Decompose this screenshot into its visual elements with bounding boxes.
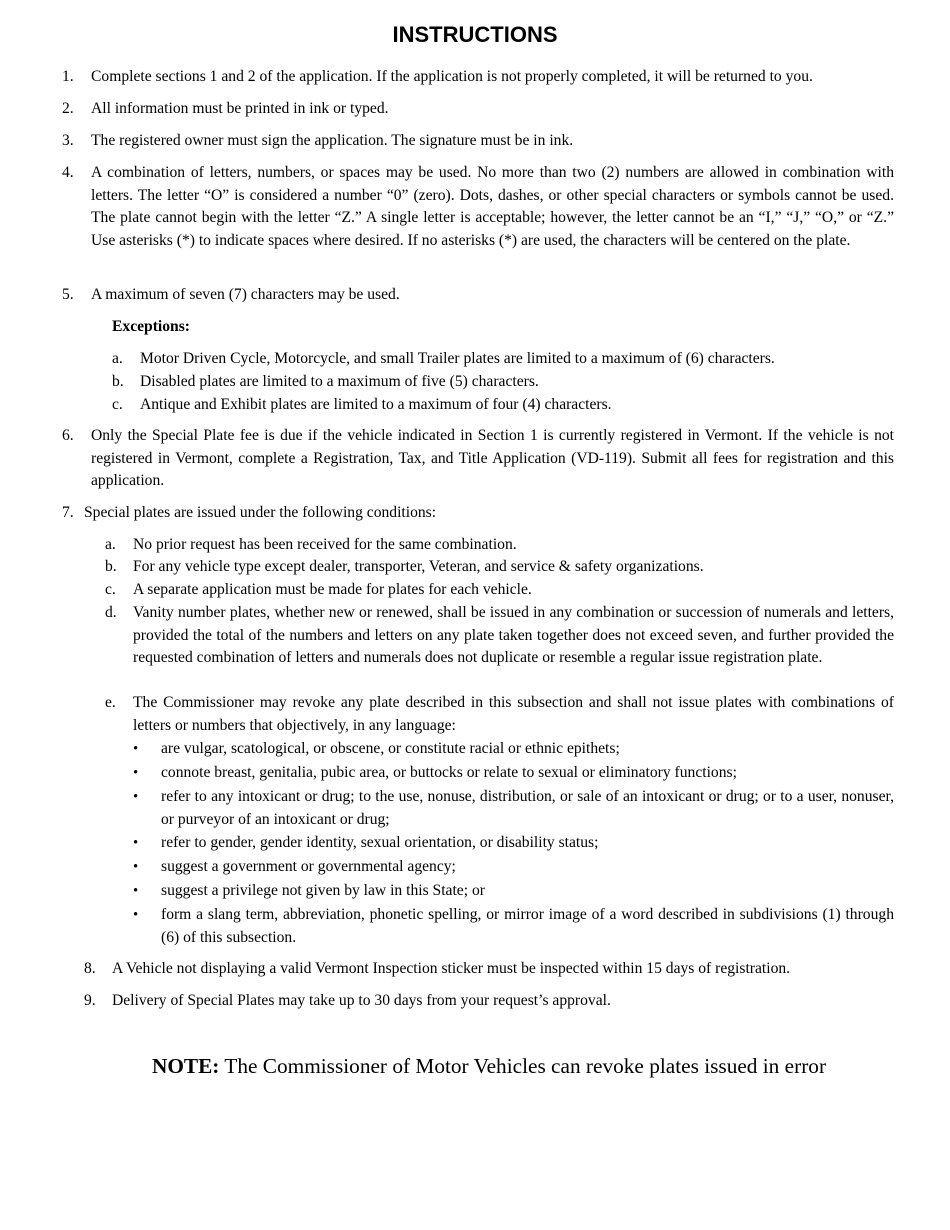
instruction-item: A combination of letters, numbers, or spaces may be used. No more than two (2) numbers are allowed in combination with letters. The letter “O” is considered a number “0” (zero). Dots, dashes, or other special characters or symbols cannot be used. The plate cannot begin with the letter “Z.” A single letter is acceptable; however, the letter cannot be an “I,” “J,” “O,” or “Z.” Use asterisks (*) to indicate spaces where desired. If no asterisks (*) are used, the characters will be centered on the plate. xyxy=(91,164,894,249)
item-number: 7. xyxy=(62,504,74,521)
instruction-item: All information must be printed in ink or typed. xyxy=(91,100,389,117)
bullet-marker: • xyxy=(133,907,139,923)
instruction-item: Only the Special Plate fee is due if the vehicle indicated in Section 1 is currently registered in Vermont. If the vehicle is not registered in Vermont, complete a Registration, Tax, and Title Application (VD-119). Submit all fees for registration and this application. xyxy=(91,427,894,490)
condition-letter: b. xyxy=(105,558,117,575)
instruction-item: Delivery of Special Plates may take up to 30 days from your request’s approval. xyxy=(112,992,611,1009)
exception-item: Disabled plates are limited to a maximum of five (5) characters. xyxy=(140,373,539,390)
note-text: The Commissioner of Motor Vehicles can revoke plates issued in error xyxy=(219,1054,827,1078)
exception-letter: c. xyxy=(112,396,123,413)
item-number: 1. xyxy=(62,68,74,85)
item-number: 6. xyxy=(62,427,74,444)
instruction-item: Complete sections 1 and 2 of the application. If the application is not properly completed, it will be returned to you. xyxy=(91,68,813,85)
item-number: 2. xyxy=(62,100,74,117)
condition-letter: e. xyxy=(105,694,116,711)
condition-item: Vanity number plates, whether new or renewed, shall be issued in any combination or succession of numerals and letters, provided the total of the numbers and letters on any plate taken together does not exceed seven, and further provided the requested combination of letters and numerals does not duplicate or resemble a regular issue registration plate. xyxy=(133,604,894,667)
item-number: 5. xyxy=(62,286,74,303)
exception-item: Antique and Exhibit plates are limited to a maximum of four (4) characters. xyxy=(140,396,612,413)
page-title: INSTRUCTIONS xyxy=(392,22,558,47)
exception-letter: b. xyxy=(112,373,124,390)
instruction-item: Special plates are issued under the following conditions: xyxy=(84,504,437,521)
bullet-marker: • xyxy=(133,883,139,899)
item-number: 3. xyxy=(62,132,74,149)
note xyxy=(0,1054,950,1079)
bullet-marker: • xyxy=(133,859,139,875)
bullet-marker: • xyxy=(133,765,139,781)
instruction-item: A maximum of seven (7) characters may be used. xyxy=(91,286,400,303)
item-number: 4. xyxy=(62,164,74,181)
exceptions-heading: Exceptions: xyxy=(112,318,190,335)
note-label: NOTE: xyxy=(151,1054,220,1078)
bullet-item: refer to gender, gender identity, sexual orientation, or disability status; xyxy=(161,834,599,851)
bullet-marker: • xyxy=(133,741,139,757)
condition-item: For any vehicle type except dealer, transporter, Veteran, and service & safety organizations. xyxy=(133,558,704,575)
condition-item: No prior request has been received for the same combination. xyxy=(133,536,517,553)
bullet-item: suggest a privilege not given by law in this State; or xyxy=(161,882,485,899)
instruction-item: A Vehicle not displaying a valid Vermont Inspection sticker must be inspected within 15 days of registration. xyxy=(112,960,791,977)
bullet-marker: • xyxy=(133,789,139,805)
exception-letter: a. xyxy=(112,350,123,367)
bullet-marker: • xyxy=(133,835,139,851)
condition-letter: d. xyxy=(105,604,117,621)
bullet-item: refer to any intoxicant or drug; to the use, nonuse, distribution, or sale of an intoxicant or drug; or to a user, nonuser, or purveyor of an intoxicant or drug; xyxy=(161,788,894,828)
condition-item: A separate application must be made for plates for each vehicle. xyxy=(133,581,532,598)
exception-item: Motor Driven Cycle, Motorcycle, and small Trailer plates are limited to a maximum of (6) characters. xyxy=(140,350,775,367)
bullet-item: connote breast, genitalia, pubic area, or buttocks or relate to sexual or eliminatory functions; xyxy=(161,764,737,781)
instruction-item: The registered owner must sign the application. The signature must be in ink. xyxy=(91,132,574,149)
bullet-item: form a slang term, abbreviation, phonetic spelling, or mirror image of a word described in subdivisions (1) through (6) of this subsection. xyxy=(161,906,894,946)
bullet-item: are vulgar, scatological, or obscene, or constitute racial or ethnic epithets; xyxy=(161,740,620,757)
item-number: 8. xyxy=(84,960,96,977)
condition-item: The Commissioner may revoke any plate described in this subsection and shall not issue plates with combinations of letters or numbers that objectively, in any language: xyxy=(133,694,894,734)
condition-letter: a. xyxy=(105,536,116,553)
bullet-item: suggest a government or governmental agency; xyxy=(161,858,456,875)
item-number: 9. xyxy=(84,992,96,1009)
condition-letter: c. xyxy=(105,581,116,598)
